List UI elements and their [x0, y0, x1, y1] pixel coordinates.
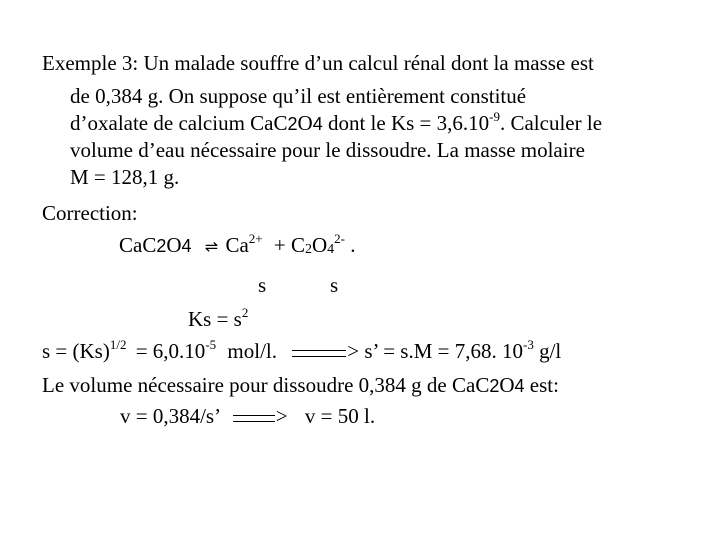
dissociation-equation: [119, 232, 356, 262]
example-line-3: [70, 110, 602, 139]
formula-text: g/l: [533, 339, 562, 363]
example-line-4: [70, 137, 585, 163]
formula-digit: 4: [514, 376, 525, 396]
exponent: 1/2: [109, 337, 127, 352]
formula-digit: 2: [304, 242, 312, 257]
formula-text: v = 0,384/s’: [120, 404, 220, 428]
example-text: dont le Ks = 3,6.10: [322, 111, 490, 135]
formula-text: >: [275, 404, 288, 428]
example-text: Exemple 3: Un malade souffre d’un calcul rénal dont la masse est: [42, 51, 594, 75]
volume-calculation: [120, 403, 375, 429]
formula-text: .: [345, 233, 356, 257]
solubility-label-1: [258, 272, 266, 298]
solubility-calculation: [42, 338, 561, 367]
ks-expression: [188, 306, 248, 335]
example-text: M = 128,1 g.: [70, 165, 180, 189]
formula-digit: 2: [156, 236, 167, 256]
equilibrium-arrow-icon: ⇌: [204, 239, 219, 256]
formula-digit: 4: [312, 114, 323, 134]
example-text: . Calculer le: [499, 111, 603, 135]
example-text: de 0,384 g. On suppose qu’il est entièrement constitué: [70, 84, 527, 108]
sentence-text: est:: [524, 373, 559, 397]
heading-text: Correction:: [42, 201, 138, 225]
example-text: d’oxalate de calcium Ca: [70, 111, 274, 135]
exponent: 2: [241, 305, 249, 320]
example-line-2: [70, 83, 526, 109]
formula-text: > s’ = s.M = 7,68. 10: [347, 339, 523, 363]
formula-text: + C: [273, 233, 305, 257]
formula-o: O: [297, 111, 313, 135]
formula-digit: 2: [489, 376, 500, 396]
solubility-symbol: s: [330, 273, 339, 297]
formula-c: C: [475, 373, 490, 397]
formula-text: = 6,0.10: [135, 339, 206, 363]
charge: 2-: [334, 231, 345, 246]
example-text: volume d’eau nécessaire pour le dissoudre. La masse molaire: [70, 138, 585, 162]
result-text: v = 50 l.: [304, 404, 376, 428]
exponent: -5: [205, 337, 217, 352]
implies-arrow-icon: [292, 350, 346, 357]
solubility-symbol: s: [258, 273, 267, 297]
solubility-label-2: [330, 272, 338, 298]
formula-text: O: [166, 233, 182, 257]
example-line-5: [70, 164, 179, 190]
volume-sentence: [42, 372, 559, 399]
formula-text: Ca: [220, 233, 249, 257]
sentence-text: Le volume nécessaire pour dissoudre 0,384 g de Ca: [42, 373, 476, 397]
formula-digit: 4: [327, 242, 335, 257]
exponent: -9: [489, 109, 500, 124]
exponent: -3: [522, 337, 534, 352]
formula-text: CaC: [119, 233, 157, 257]
correction-heading: [42, 200, 138, 226]
formula-digit: 4: [181, 236, 192, 256]
formula-text: s = (Ks): [42, 339, 110, 363]
implies-arrow-icon: [233, 415, 275, 422]
formula-c: C: [273, 111, 288, 135]
formula-text: O: [311, 233, 328, 257]
formula-digit: 2: [287, 114, 298, 134]
formula-text: Ks = s: [188, 307, 242, 331]
formula-text: mol/l.: [227, 339, 277, 363]
formula-o: O: [499, 373, 515, 397]
charge: 2+: [248, 231, 263, 246]
example-line-1: [42, 50, 594, 76]
